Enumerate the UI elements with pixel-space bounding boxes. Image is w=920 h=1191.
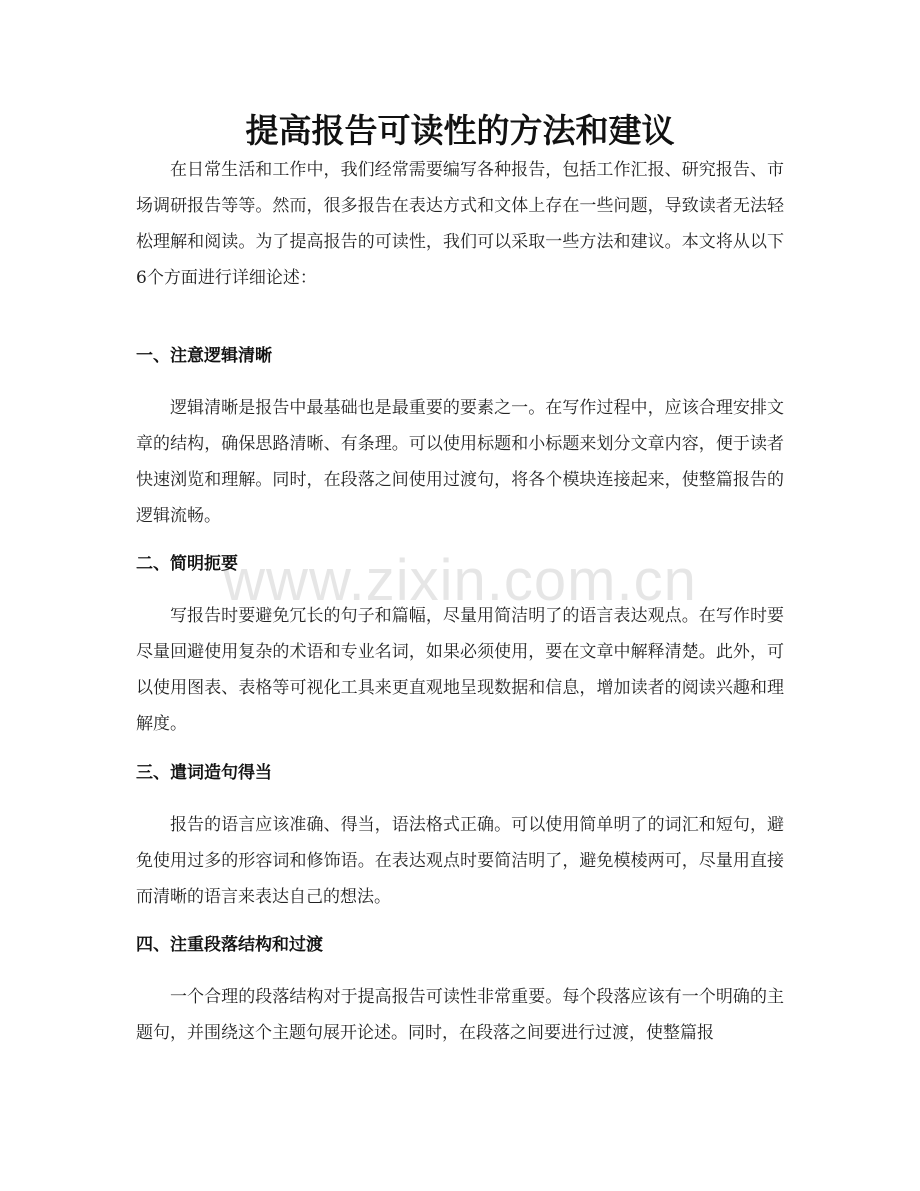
section-heading-4: 四、注重段落结构和过渡 (136, 935, 323, 955)
section-body-1: 逻辑清晰是报告中最基础也是最重要的要素之一。在写作过程中，应该合理安排文章的结构，确保思路清晰、有条理。可以使用标题和小标题来划分文章内容，便于读者快速浏览和理解。同时，在段落之间使用过渡句，将各个模块连接起来，使整篇报告的逻辑流畅。 (136, 398, 784, 526)
section-heading-1: 一、注意逻辑清晰 (136, 346, 272, 366)
watermark-text: www.zixin.com.cn (223, 548, 697, 613)
page-title: 提高报告可读性的方法和建议 (245, 111, 675, 150)
section-heading-3: 三、遣词造句得当 (136, 763, 272, 783)
section-heading-2: 二、简明扼要 (136, 554, 238, 574)
section-body-3: 报告的语言应该准确、得当，语法格式正确。可以使用简单明了的词汇和短句，避免使用过多的形容词和修饰语。在表达观点时要简洁明了，避免模棱两可，尽量用直接而清晰的语言来表达自己的想法。 (136, 815, 784, 907)
section-body-2: 写报告时要避免冗长的句子和篇幅，尽量用简洁明了的语言表达观点。在写作时要尽量回避使用复杂的术语和专业名词，如果必须使用，要在文章中解释清楚。此外，可以使用图表、表格等可视化工具来更直观地呈现数据和信息，增加读者的阅读兴趣和理解度。 (136, 606, 784, 734)
section-body-4: 一个合理的段落结构对于提高报告可读性非常重要。每个段落应该有一个明确的主题句，并围绕这个主题句展开论述。同时，在段落之间要进行过渡，使整篇报 (136, 987, 784, 1043)
intro-paragraph: 在日常生活和工作中，我们经常需要编写各种报告，包括工作汇报、研究报告、市场调研报告等等。然而，很多报告在表达方式和文体上存在一些问题，导致读者无法轻松理解和阅读。为了提高报告的可读性，我们可以采取一些方法和建议。本文将从以下6个方面进行详细论述： (136, 160, 784, 288)
